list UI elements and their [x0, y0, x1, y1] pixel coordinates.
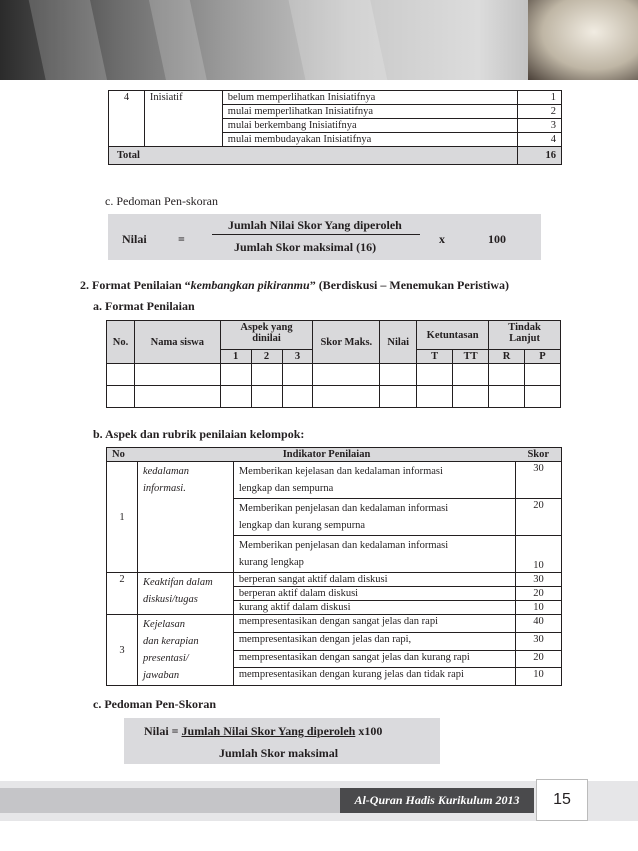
table-row — [107, 462, 562, 499]
group-number: 1 — [107, 462, 138, 573]
col-nilai: Nilai — [380, 321, 417, 364]
group-aspect: kedalaman informasi. — [137, 462, 233, 573]
score-cell: 30 — [516, 632, 562, 650]
hundred-value: 100 — [488, 232, 506, 246]
table-row — [107, 615, 562, 633]
group-rubric-table — [106, 447, 562, 686]
indicator-cell: mempresentasikan dengan sangat jelas dan rapi — [233, 615, 515, 633]
indicator-cell: belum memperlihatkan Inisiatifnya — [222, 91, 517, 105]
section-b-heading: b. Aspek dan rubrik penilaian kelompok: — [93, 427, 305, 441]
header-banner — [0, 0, 638, 80]
table-row — [107, 364, 561, 386]
footer-stripe — [0, 788, 340, 813]
times-sign: x — [439, 232, 445, 246]
indicator-cell: mempresentasikan dengan sangat jelas dan kurang rapi — [233, 650, 515, 668]
score-formula-box — [108, 214, 541, 260]
score-cell: 20 — [516, 499, 562, 536]
formula-denominator: Jumlah Skor maksimal (16) — [234, 240, 377, 254]
pedoman-skoran-heading: c. Pedoman Pen-Skoran — [93, 697, 216, 711]
section-2a-heading: a. Format Penilaian — [93, 299, 195, 313]
indicator-cell: Memberikan penjelasan dan kedalaman informasi lengkap dan kurang sempurna — [233, 499, 515, 536]
score-formula-box-2 — [124, 718, 440, 764]
page-number: 15 — [536, 779, 588, 821]
table-row — [107, 573, 562, 587]
score-cell: 20 — [516, 587, 562, 601]
score-cell: 20 — [516, 650, 562, 668]
pedoman-heading: c. Pedoman Pen-skoran — [105, 194, 218, 208]
formula-line: Nilai = Jumlah Nilai Skor Yang diperoleh x100 — [144, 724, 383, 738]
col-aspek-3: 3 — [282, 350, 313, 364]
col-aspek-2: 2 — [251, 350, 282, 364]
col-indikator: Indikator Penilaian — [137, 448, 515, 462]
fraction-line — [212, 234, 420, 235]
score-cell: 10 — [516, 536, 562, 573]
rubric-table — [108, 90, 562, 165]
table-row — [109, 91, 562, 105]
col-aspek-1: 1 — [220, 350, 251, 364]
aspect-cell: Inisiatif — [144, 91, 222, 147]
score-cell: 30 — [516, 573, 562, 587]
score-cell: 40 — [516, 615, 562, 633]
indicator-cell: Memberikan kejelasan dan kedalaman informasi lengkap dan sempurna — [233, 462, 515, 499]
score-cell: 10 — [516, 601, 562, 615]
formula-numerator: Jumlah Nilai Skor Yang diperoleh — [228, 218, 402, 232]
col-tt: TT — [453, 350, 489, 364]
nilai-label: Nilai — [122, 232, 147, 246]
book-title: Al-Quran Hadis Kurikulum 2013 — [340, 788, 534, 813]
total-value: 16 — [518, 147, 562, 165]
score-cell: 30 — [516, 462, 562, 499]
score-cell: 4 — [518, 133, 562, 147]
group-number: 3 — [107, 615, 138, 686]
col-t: T — [417, 350, 453, 364]
indicator-cell: mempresentasikan dengan kurang jelas dan tidak rapi — [233, 668, 515, 686]
indicator-cell: mulai memperlihatkan Inisiatifnya — [222, 105, 517, 119]
col-no: No — [107, 448, 138, 462]
score-cell: 1 — [518, 91, 562, 105]
quran-book-image — [528, 0, 638, 80]
formula-denominator-2: Jumlah Skor maksimal — [219, 746, 339, 760]
col-no: No. — [107, 321, 135, 364]
indicator-cell: kurang aktif dalam diskusi — [233, 601, 515, 615]
indicator-cell: berperan sangat aktif dalam diskusi — [233, 573, 515, 587]
indicator-cell: mulai berkembang Inisiatifnya — [222, 119, 517, 133]
col-r: R — [489, 350, 525, 364]
score-cell: 3 — [518, 119, 562, 133]
indicator-cell: mempresentasikan dengan jelas dan rapi, — [233, 632, 515, 650]
col-skor-maks: Skor Maks. — [313, 321, 380, 364]
group-aspect: Kejelasan dan kerapian presentasi/ jawaban — [137, 615, 233, 686]
total-label: Total — [109, 147, 518, 165]
row-number: 4 — [109, 91, 145, 147]
indicator-cell: berperan aktif dalam diskusi — [233, 587, 515, 601]
col-p: P — [525, 350, 561, 364]
equals-sign: = — [178, 232, 185, 246]
indicator-cell: mulai membudayakan Inisiatifnya — [222, 133, 517, 147]
col-skor: Skor — [516, 448, 562, 462]
col-aspek: Aspek yang dinilai — [220, 321, 313, 350]
col-nama-siswa: Nama siswa — [134, 321, 220, 364]
format-table — [106, 320, 561, 408]
table-row — [107, 386, 561, 408]
indicator-cell: Memberikan penjelasan dan kedalaman informasi kurang lengkap — [233, 536, 515, 573]
score-cell: 10 — [516, 668, 562, 686]
col-tindak-lanjut: Tindak Lanjut — [489, 321, 561, 350]
total-row — [109, 147, 562, 165]
group-number: 2 — [107, 573, 138, 615]
section-2-heading: 2. Format Penilaian “kembangkan pikiranmu” (Berdiskusi – Menemukan Peristiwa) — [80, 278, 510, 292]
score-cell: 2 — [518, 105, 562, 119]
group-aspect: Keaktifan dalam diskusi/tugas — [137, 573, 233, 615]
col-ketuntasan: Ketuntasan — [417, 321, 489, 350]
